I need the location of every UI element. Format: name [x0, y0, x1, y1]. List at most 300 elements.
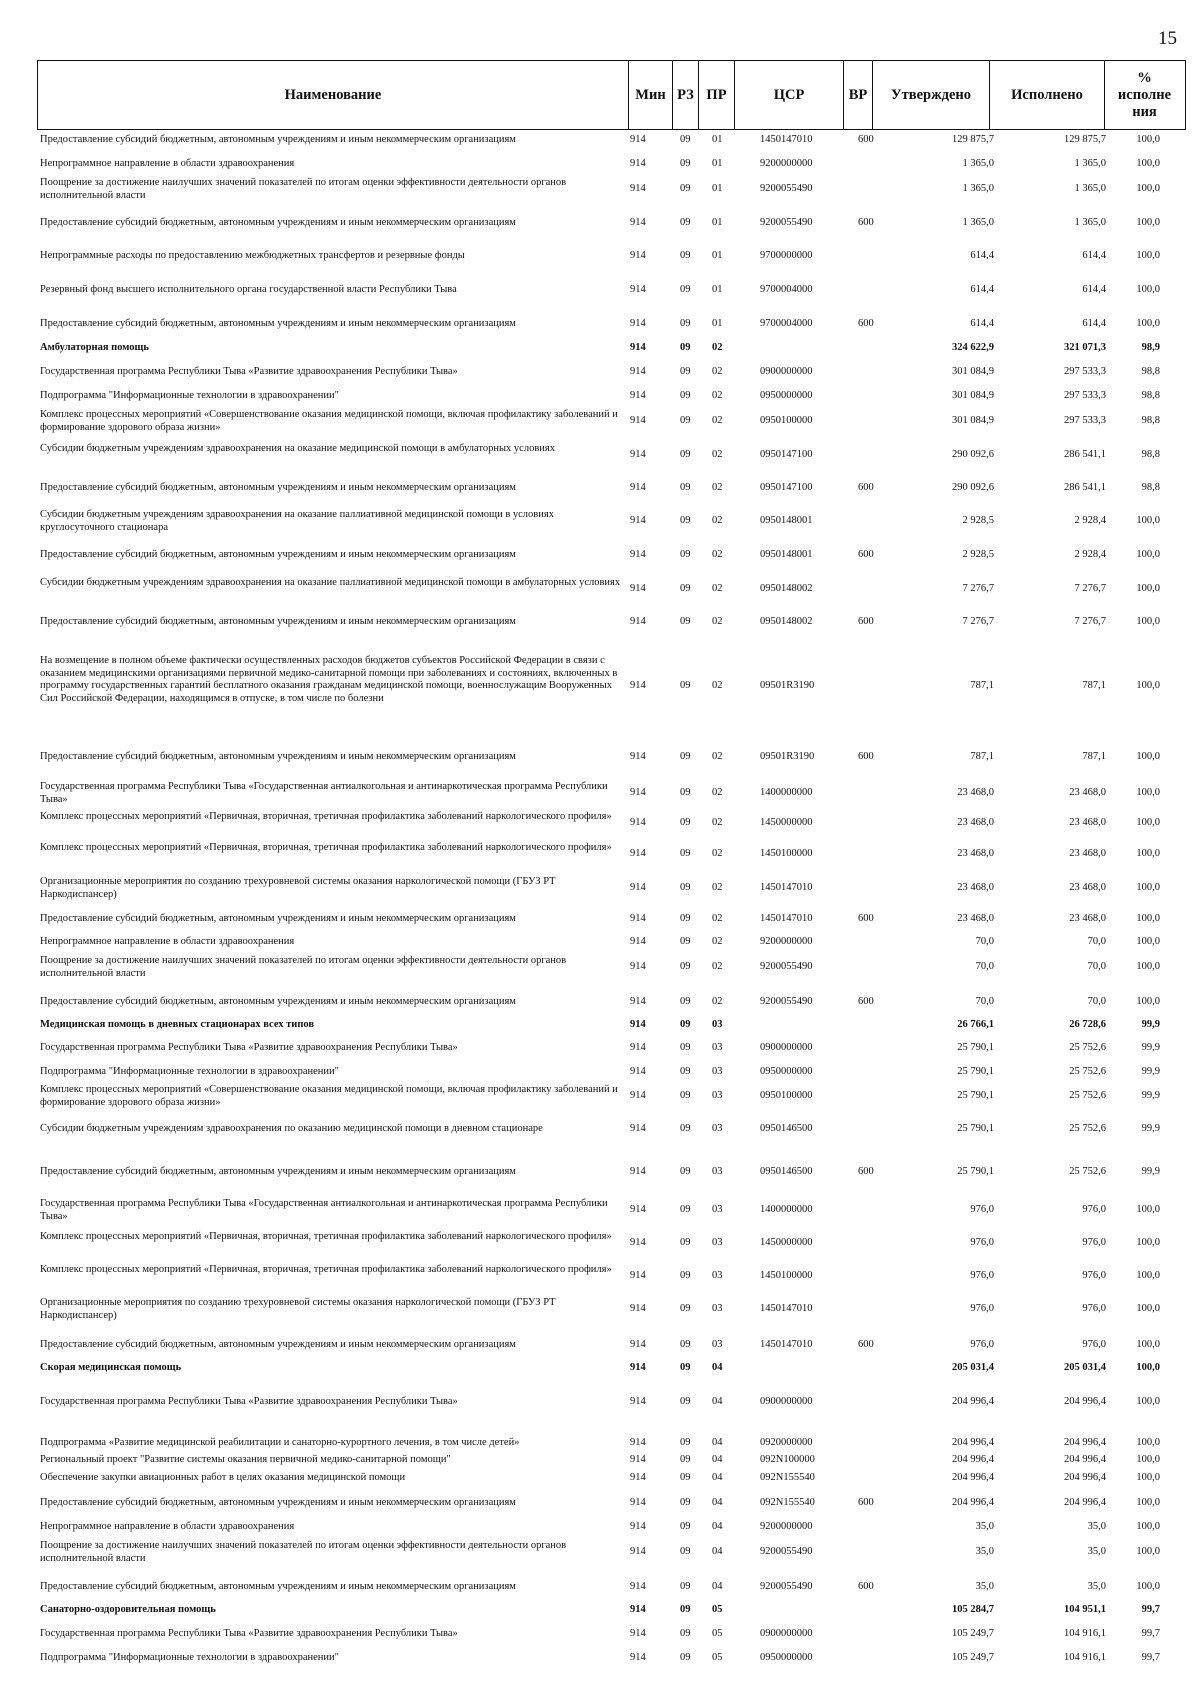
cell-min: 914 — [630, 817, 646, 828]
cell-pr: 02 — [712, 583, 723, 594]
cell-pr: 05 — [712, 1604, 723, 1615]
cell-rz: 09 — [680, 284, 691, 295]
row-name: Поощрение за достижение наилучших значений показателей по итогам оценки эффективности деятельности органов исполнительной власти — [40, 955, 567, 979]
row-name: Предоставление субсидий бюджетным, автономным учреждениям и иным некоммерческим организациям — [40, 913, 516, 924]
cell-percent: 99,9 — [1141, 1123, 1160, 1134]
cell-csr: 092N100000 — [760, 1454, 815, 1465]
cell-approved: 23 468,0 — [957, 848, 994, 859]
cell-csr: 1450147010 — [760, 134, 813, 145]
cell-approved: 301 084,9 — [952, 415, 994, 426]
row-name: Комплекс процессных мероприятий «Первичная, вторичная, третичная профилактика заболеваний наркологического профиля» — [40, 811, 612, 822]
cell-pr: 02 — [712, 848, 723, 859]
cell-min: 914 — [630, 913, 646, 924]
cell-min: 914 — [630, 1166, 646, 1177]
cell-approved: 7 276,7 — [962, 583, 994, 594]
cell-executed: 104 951,1 — [1064, 1604, 1106, 1615]
cell-csr: 1450147010 — [760, 1303, 813, 1314]
row-name: Государственная программа Республики Тыва «Государственная антиалкогольная и антинаркотическая программа Республики Тыва» — [40, 781, 608, 805]
cell-approved: 614,4 — [970, 250, 994, 261]
cell-csr: 9200000000 — [760, 1521, 813, 1532]
cell-min: 914 — [630, 1019, 646, 1030]
cell-percent: 100,0 — [1136, 882, 1160, 893]
cell-min: 914 — [630, 996, 646, 1007]
cell-csr: 0950100000 — [760, 1090, 813, 1101]
cell-approved: 290 092,6 — [952, 449, 994, 460]
page-number: 15 — [1158, 28, 1177, 49]
cell-pr: 05 — [712, 1652, 723, 1663]
cell-rz: 09 — [680, 1237, 691, 1248]
row-name: Поощрение за достижение наилучших значений показателей по итогам оценки эффективности деятельности органов исполнительной власти — [40, 1540, 567, 1564]
cell-csr: 0950148002 — [760, 583, 813, 594]
cell-rz: 09 — [680, 390, 691, 401]
cell-approved: 23 468,0 — [957, 787, 994, 798]
cell-rz: 09 — [680, 1270, 691, 1281]
cell-csr: 1450100000 — [760, 848, 813, 859]
row-name: Предоставление субсидий бюджетным, автономным учреждениям и иным некоммерческим организациям — [40, 616, 516, 627]
cell-percent: 99,9 — [1141, 1066, 1160, 1077]
cell-pr: 03 — [712, 1166, 723, 1177]
cell-pr: 05 — [712, 1628, 723, 1639]
cell-percent: 100,0 — [1136, 1204, 1160, 1215]
header-rz: РЗ — [673, 61, 699, 129]
row-name: Предоставление субсидий бюджетным, автономным учреждениям и иным некоммерческим организациям — [40, 996, 516, 1007]
cell-approved: 976,0 — [970, 1303, 994, 1314]
cell-approved: 324 622,9 — [952, 342, 994, 353]
row-name: Комплекс процессных мероприятий «Первичная, вторичная, третичная профилактика заболеваний наркологического профиля» — [40, 842, 612, 853]
cell-percent: 100,0 — [1136, 1270, 1160, 1281]
cell-executed: 104 916,1 — [1064, 1628, 1106, 1639]
cell-pr: 01 — [712, 284, 723, 295]
cell-csr: 1400000000 — [760, 787, 813, 798]
cell-csr: 9200055490 — [760, 183, 813, 194]
cell-approved: 204 996,4 — [952, 1454, 994, 1465]
row-name: Предоставление субсидий бюджетным, автономным учреждениям и иным некоммерческим организациям — [40, 549, 516, 560]
cell-approved: 976,0 — [970, 1270, 994, 1281]
cell-csr: 0950000000 — [760, 1652, 813, 1663]
cell-rz: 09 — [680, 366, 691, 377]
cell-min: 914 — [630, 1497, 646, 1508]
cell-min: 914 — [630, 848, 646, 859]
cell-percent: 100,0 — [1136, 913, 1160, 924]
row-name: Государственная программа Республики Тыва «Развитие здравоохранения Республики Тыва» — [40, 1042, 458, 1053]
cell-rz: 09 — [680, 961, 691, 972]
cell-approved: 787,1 — [970, 751, 994, 762]
cell-percent: 98,8 — [1141, 366, 1160, 377]
cell-approved: 35,0 — [975, 1546, 994, 1557]
cell-executed: 286 541,1 — [1064, 449, 1106, 460]
cell-min: 914 — [630, 680, 646, 691]
cell-vr: 600 — [858, 1339, 874, 1350]
cell-min: 914 — [630, 1396, 646, 1407]
cell-percent: 100,0 — [1136, 1581, 1160, 1592]
cell-min: 914 — [630, 616, 646, 627]
row-name: Субсидии бюджетным учреждениям здравоохранения на оказание паллиативной медицинской помощи в амбулаторных условиях — [40, 577, 621, 588]
cell-executed: 1 365,0 — [1074, 217, 1106, 228]
cell-csr: 092N155540 — [760, 1472, 815, 1483]
row-name: Комплекс процессных мероприятий «Совершенствование оказания медицинской помощи, включая профилактику заболеваний и формирование здорового образа жизни» — [40, 1084, 618, 1108]
cell-percent: 99,7 — [1141, 1604, 1160, 1615]
cell-approved: 105 284,7 — [952, 1604, 994, 1615]
row-name: Комплекс процессных мероприятий «Первичная, вторичная, третичная профилактика заболеваний наркологического профиля» — [40, 1231, 612, 1242]
cell-percent: 100,0 — [1136, 1546, 1160, 1557]
header-name: Наименование — [38, 61, 629, 129]
cell-approved: 787,1 — [970, 680, 994, 691]
cell-rz: 09 — [680, 449, 691, 460]
cell-csr: 0950146500 — [760, 1166, 813, 1177]
cell-approved: 2 928,5 — [962, 549, 994, 560]
cell-csr: 0950147100 — [760, 449, 813, 460]
cell-executed: 23 468,0 — [1069, 913, 1106, 924]
cell-percent: 99,7 — [1141, 1652, 1160, 1663]
row-name: Субсидии бюджетным учреждениям здравоохранения на оказание паллиативной медицинской помощи в условиях круглосуточного стационара — [40, 509, 554, 533]
cell-min: 914 — [630, 787, 646, 798]
cell-executed: 23 468,0 — [1069, 817, 1106, 828]
cell-pr: 04 — [712, 1581, 723, 1592]
cell-executed: 614,4 — [1082, 318, 1106, 329]
cell-min: 914 — [630, 751, 646, 762]
cell-vr: 600 — [858, 549, 874, 560]
header-min: Мин — [629, 61, 673, 129]
cell-min: 914 — [630, 482, 646, 493]
cell-csr: 9200000000 — [760, 936, 813, 947]
cell-executed: 35,0 — [1087, 1546, 1106, 1557]
cell-percent: 100,0 — [1136, 1362, 1160, 1373]
cell-approved: 23 468,0 — [957, 913, 994, 924]
cell-rz: 09 — [680, 1303, 691, 1314]
cell-min: 914 — [630, 1472, 646, 1483]
cell-percent: 100,0 — [1136, 158, 1160, 169]
row-name: Организационные мероприятия по созданию трехуровневой системы оказания наркологической помощи (ГБУЗ РТ Наркодиспансер) — [40, 1297, 556, 1321]
cell-approved: 25 790,1 — [957, 1166, 994, 1177]
cell-min: 914 — [630, 284, 646, 295]
cell-pr: 02 — [712, 913, 723, 924]
cell-vr: 600 — [858, 217, 874, 228]
cell-csr: 0920000000 — [760, 1437, 813, 1448]
cell-percent: 100,0 — [1136, 680, 1160, 691]
cell-percent: 99,7 — [1141, 1628, 1160, 1639]
cell-pr: 03 — [712, 1303, 723, 1314]
cell-csr: 9200055490 — [760, 217, 813, 228]
cell-rz: 09 — [680, 1437, 691, 1448]
cell-min: 914 — [630, 1652, 646, 1663]
cell-executed: 129 875,7 — [1064, 134, 1106, 145]
row-name: Подпрограмма "Информационные технологии в здравоохранении" — [40, 390, 339, 401]
cell-executed: 976,0 — [1082, 1303, 1106, 1314]
cell-min: 914 — [630, 342, 646, 353]
cell-csr: 09501R3190 — [760, 680, 815, 691]
cell-approved: 7 276,7 — [962, 616, 994, 627]
cell-percent: 99,9 — [1141, 1166, 1160, 1177]
cell-percent: 99,9 — [1141, 1019, 1160, 1030]
cell-rz: 09 — [680, 1521, 691, 1532]
row-name: Поощрение за достижение наилучших значений показателей по итогам оценки эффективности деятельности органов исполнительной власти — [40, 177, 567, 201]
cell-executed: 787,1 — [1082, 680, 1106, 691]
cell-approved: 976,0 — [970, 1237, 994, 1248]
row-name: Непрограммное направление в области здравоохранения — [40, 158, 295, 169]
cell-pr: 02 — [712, 616, 723, 627]
cell-csr: 1450000000 — [760, 1237, 813, 1248]
cell-min: 914 — [630, 217, 646, 228]
cell-csr: 0950148001 — [760, 515, 813, 526]
header-executed: Исполнено — [990, 61, 1105, 129]
cell-pr: 03 — [712, 1090, 723, 1101]
cell-executed: 297 533,3 — [1064, 415, 1106, 426]
cell-percent: 98,8 — [1141, 415, 1160, 426]
row-name: Санаторно-оздоровительная помощь — [40, 1604, 216, 1615]
cell-vr: 600 — [858, 318, 874, 329]
cell-pr: 04 — [712, 1437, 723, 1448]
cell-approved: 301 084,9 — [952, 390, 994, 401]
cell-percent: 100,0 — [1136, 515, 1160, 526]
cell-executed: 2 928,4 — [1074, 515, 1106, 526]
cell-vr: 600 — [858, 616, 874, 627]
row-name: Предоставление субсидий бюджетным, автономным учреждениям и иным некоммерческим организациям — [40, 1339, 516, 1350]
cell-rz: 09 — [680, 342, 691, 353]
row-name: Непрограммные расходы по предоставлению межбюджетных трансфертов и резервные фонды — [40, 250, 465, 261]
cell-rz: 09 — [680, 250, 691, 261]
cell-csr: 0950147100 — [760, 482, 813, 493]
cell-executed: 286 541,1 — [1064, 482, 1106, 493]
cell-executed: 104 916,1 — [1064, 1652, 1106, 1663]
cell-min: 914 — [630, 1339, 646, 1350]
cell-executed: 976,0 — [1082, 1270, 1106, 1281]
cell-executed: 70,0 — [1087, 961, 1106, 972]
cell-percent: 100,0 — [1136, 1454, 1160, 1465]
cell-rz: 09 — [680, 1019, 691, 1030]
cell-approved: 70,0 — [975, 936, 994, 947]
cell-executed: 25 752,6 — [1069, 1042, 1106, 1053]
cell-rz: 09 — [680, 1066, 691, 1077]
cell-executed: 297 533,3 — [1064, 366, 1106, 377]
cell-approved: 25 790,1 — [957, 1066, 994, 1077]
cell-percent: 100,0 — [1136, 1521, 1160, 1532]
cell-csr: 9700004000 — [760, 284, 813, 295]
cell-pr: 01 — [712, 217, 723, 228]
row-name: Предоставление субсидий бюджетным, автономным учреждениям и иным некоммерческим организациям — [40, 1497, 516, 1508]
cell-csr: 9200055490 — [760, 996, 813, 1007]
cell-approved: 105 249,7 — [952, 1652, 994, 1663]
row-name: Непрограммное направление в области здравоохранения — [40, 1521, 295, 1532]
cell-min: 914 — [630, 1204, 646, 1215]
cell-rz: 09 — [680, 515, 691, 526]
cell-min: 914 — [630, 1303, 646, 1314]
cell-approved: 23 468,0 — [957, 817, 994, 828]
cell-rz: 09 — [680, 1090, 691, 1101]
cell-csr: 0950000000 — [760, 390, 813, 401]
cell-percent: 100,0 — [1136, 1437, 1160, 1448]
cell-pr: 04 — [712, 1521, 723, 1532]
cell-min: 914 — [630, 549, 646, 560]
cell-pr: 02 — [712, 366, 723, 377]
cell-pr: 02 — [712, 817, 723, 828]
row-name: Подпрограмма "Информационные технологии в здравоохранении" — [40, 1066, 339, 1077]
row-name: Субсидии бюджетным учреждениям здравоохранения по оказанию медицинской помощи в дневном стационаре — [40, 1123, 543, 1134]
cell-approved: 35,0 — [975, 1521, 994, 1532]
row-name: На возмещение в полном объеме фактически осуществленных расходов бюджетов субъектов Российской Федерации в связи с оказанием медицинскими организациями первичной медико-санитарной помощи при заболеваниях и состояниях, включенных в программу государственных гарантий бесплатного оказания гражданам медицинской помощи, военнослужащим Вооруженных Сил Российской Федерации, находящимся в отпуске, в том числе по болезни — [40, 655, 618, 704]
cell-csr: 9200055490 — [760, 961, 813, 972]
cell-executed: 1 365,0 — [1074, 183, 1106, 194]
row-name: Государственная программа Республики Тыва «Развитие здравоохранения Республики Тыва» — [40, 366, 458, 377]
cell-approved: 976,0 — [970, 1204, 994, 1215]
cell-pr: 01 — [712, 318, 723, 329]
row-name: Скорая медицинская помощь — [40, 1362, 182, 1373]
cell-pr: 01 — [712, 134, 723, 145]
cell-rz: 09 — [680, 1042, 691, 1053]
cell-rz: 09 — [680, 1204, 691, 1215]
row-name: Региональный проект "Развитие системы оказания первичной медико-санитарной помощи" — [40, 1454, 451, 1465]
cell-min: 914 — [630, 1066, 646, 1077]
cell-csr: 9200055490 — [760, 1581, 813, 1592]
row-name: Предоставление субсидий бюджетным, автономным учреждениям и иным некоммерческим организациям — [40, 134, 516, 145]
cell-pr: 04 — [712, 1472, 723, 1483]
cell-min: 914 — [630, 390, 646, 401]
cell-percent: 100,0 — [1136, 996, 1160, 1007]
row-name: Предоставление субсидий бюджетным, автономным учреждениям и иным некоммерческим организациям — [40, 1581, 516, 1592]
cell-min: 914 — [630, 366, 646, 377]
cell-pr: 04 — [712, 1454, 723, 1465]
cell-min: 914 — [630, 515, 646, 526]
cell-executed: 614,4 — [1082, 250, 1106, 261]
cell-approved: 301 084,9 — [952, 366, 994, 377]
cell-executed: 26 728,6 — [1069, 1019, 1106, 1030]
row-name: Предоставление субсидий бюджетным, автономным учреждениям и иным некоммерческим организациям — [40, 1166, 516, 1177]
header-approved: Утверждено — [873, 61, 990, 129]
cell-pr: 01 — [712, 158, 723, 169]
cell-executed: 321 071,3 — [1064, 342, 1106, 353]
cell-executed: 23 468,0 — [1069, 848, 1106, 859]
cell-approved: 204 996,4 — [952, 1437, 994, 1448]
cell-pr: 02 — [712, 415, 723, 426]
cell-rz: 09 — [680, 1454, 691, 1465]
cell-pr: 03 — [712, 1237, 723, 1248]
cell-min: 914 — [630, 1270, 646, 1281]
cell-csr: 0900000000 — [760, 1628, 813, 1639]
cell-rz: 09 — [680, 183, 691, 194]
cell-percent: 100,0 — [1136, 250, 1160, 261]
cell-approved: 70,0 — [975, 996, 994, 1007]
cell-approved: 25 790,1 — [957, 1042, 994, 1053]
cell-percent: 100,0 — [1136, 1472, 1160, 1483]
cell-csr: 1450147010 — [760, 882, 813, 893]
cell-pr: 02 — [712, 515, 723, 526]
cell-min: 914 — [630, 250, 646, 261]
row-name: Медицинская помощь в дневных стационарах всех типов — [40, 1019, 315, 1030]
cell-rz: 09 — [680, 1396, 691, 1407]
cell-pr: 02 — [712, 961, 723, 972]
cell-csr: 09501R3190 — [760, 751, 815, 762]
cell-min: 914 — [630, 158, 646, 169]
cell-rz: 09 — [680, 996, 691, 1007]
cell-min: 914 — [630, 1090, 646, 1101]
cell-rz: 09 — [680, 882, 691, 893]
cell-executed: 25 752,6 — [1069, 1166, 1106, 1177]
cell-min: 914 — [630, 1604, 646, 1615]
header-pr: ПР — [699, 61, 735, 129]
cell-approved: 290 092,6 — [952, 482, 994, 493]
cell-executed: 2 928,4 — [1074, 549, 1106, 560]
cell-pr: 01 — [712, 250, 723, 261]
cell-pr: 04 — [712, 1396, 723, 1407]
cell-rz: 09 — [680, 1546, 691, 1557]
cell-rz: 09 — [680, 1362, 691, 1373]
cell-csr: 0950146500 — [760, 1123, 813, 1134]
row-name: Государственная программа Республики Тыва «Государственная антиалкогольная и антинаркотическая программа Республики Тыва» — [40, 1198, 608, 1222]
cell-executed: 297 533,3 — [1064, 390, 1106, 401]
cell-approved: 35,0 — [975, 1581, 994, 1592]
cell-executed: 7 276,7 — [1074, 616, 1106, 627]
cell-approved: 204 996,4 — [952, 1396, 994, 1407]
cell-min: 914 — [630, 1521, 646, 1532]
cell-percent: 100,0 — [1136, 817, 1160, 828]
cell-approved: 976,0 — [970, 1339, 994, 1350]
cell-vr: 600 — [858, 482, 874, 493]
cell-pr: 02 — [712, 996, 723, 1007]
cell-min: 914 — [630, 1454, 646, 1465]
cell-rz: 09 — [680, 1652, 691, 1663]
cell-executed: 204 996,4 — [1064, 1497, 1106, 1508]
cell-vr: 600 — [858, 134, 874, 145]
cell-percent: 98,8 — [1141, 390, 1160, 401]
cell-csr: 1450147010 — [760, 913, 813, 924]
cell-pr: 03 — [712, 1123, 723, 1134]
cell-percent: 99,9 — [1141, 1090, 1160, 1101]
cell-min: 914 — [630, 961, 646, 972]
cell-approved: 1 365,0 — [962, 217, 994, 228]
cell-pr: 03 — [712, 1339, 723, 1350]
cell-approved: 129 875,7 — [952, 134, 994, 145]
cell-executed: 976,0 — [1082, 1237, 1106, 1248]
cell-pr: 04 — [712, 1546, 723, 1557]
cell-executed: 25 752,6 — [1069, 1090, 1106, 1101]
cell-min: 914 — [630, 1546, 646, 1557]
cell-rz: 09 — [680, 1339, 691, 1350]
cell-approved: 1 365,0 — [962, 158, 994, 169]
cell-percent: 100,0 — [1136, 936, 1160, 947]
cell-executed: 7 276,7 — [1074, 583, 1106, 594]
cell-percent: 99,9 — [1141, 1042, 1160, 1053]
cell-csr: 9700004000 — [760, 318, 813, 329]
cell-csr: 0950148002 — [760, 616, 813, 627]
cell-executed: 35,0 — [1087, 1521, 1106, 1532]
cell-executed: 204 996,4 — [1064, 1396, 1106, 1407]
cell-percent: 98,8 — [1141, 449, 1160, 460]
cell-rz: 09 — [680, 1123, 691, 1134]
cell-rz: 09 — [680, 158, 691, 169]
cell-pr: 02 — [712, 449, 723, 460]
header-percent: % исполне ния — [1117, 69, 1172, 120]
cell-executed: 70,0 — [1087, 996, 1106, 1007]
cell-pr: 03 — [712, 1066, 723, 1077]
cell-min: 914 — [630, 183, 646, 194]
cell-min: 914 — [630, 1437, 646, 1448]
row-name: Подпрограмма «Развитие медицинской реабилитации и санаторно-курортного лечения, в том числе детей» — [40, 1437, 520, 1448]
cell-csr: 9700000000 — [760, 250, 813, 261]
cell-percent: 98,8 — [1141, 482, 1160, 493]
cell-pr: 04 — [712, 1362, 723, 1373]
row-name: Предоставление субсидий бюджетным, автономным учреждениям и иным некоммерческим организациям — [40, 751, 516, 762]
row-name: Подпрограмма "Информационные технологии в здравоохранении" — [40, 1652, 339, 1663]
cell-csr: 0900000000 — [760, 1396, 813, 1407]
row-name: Комплекс процессных мероприятий «Совершенствование оказания медицинской помощи, включая профилактику заболеваний и формирование здорового образа жизни» — [40, 409, 618, 433]
cell-vr: 600 — [858, 1581, 874, 1592]
cell-percent: 100,0 — [1136, 583, 1160, 594]
cell-executed: 204 996,4 — [1064, 1437, 1106, 1448]
cell-percent: 100,0 — [1136, 549, 1160, 560]
cell-min: 914 — [630, 134, 646, 145]
cell-executed: 70,0 — [1087, 936, 1106, 947]
row-name: Предоставление субсидий бюджетным, автономным учреждениям и иным некоммерческим организациям — [40, 217, 516, 228]
cell-csr: 1450147010 — [760, 1339, 813, 1350]
